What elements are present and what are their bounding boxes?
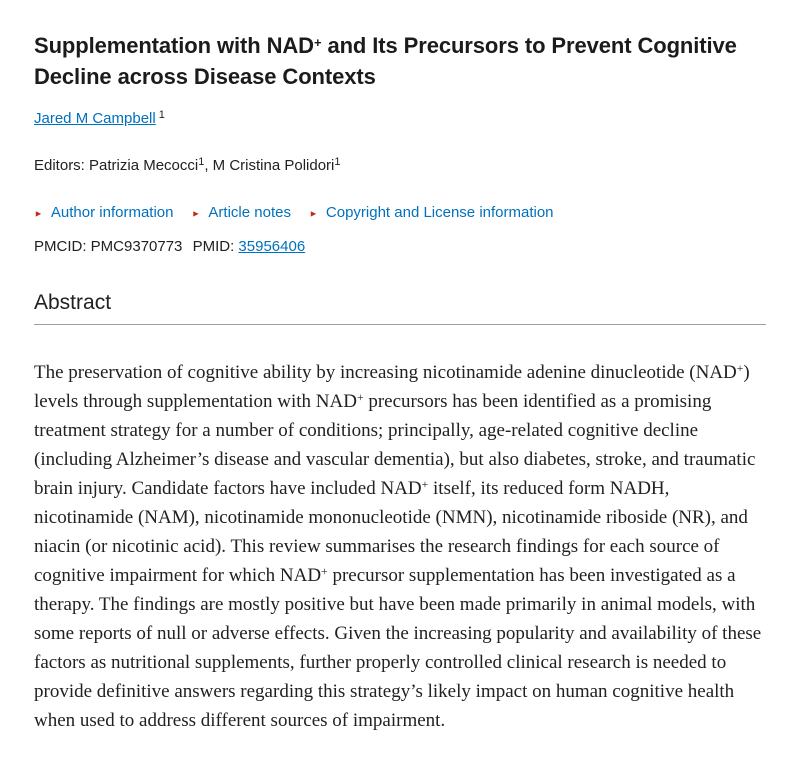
pmcid-value: PMC9370773 xyxy=(90,238,183,255)
authors-row xyxy=(34,109,766,129)
editors-line: Editors: Patrizia Mecocci$^1$, M Cristina Polidori$^1$ xyxy=(34,155,341,174)
author-information-label: Author information xyxy=(50,204,174,221)
author-affiliation-superscript: 1 xyxy=(158,108,165,121)
copyright-license-information-link[interactable] xyxy=(309,203,554,223)
copyright-license-information-label: Copyright and License information xyxy=(325,204,554,221)
author-link[interactable]: Jared M Campbell xyxy=(34,110,156,127)
triangle-right-icon: ► xyxy=(308,208,318,218)
article-title: Supplementation with NAD+ and Its Precursors to Prevent Cognitive Decline across Disease Contexts xyxy=(34,33,737,89)
article-notes-label: Article notes xyxy=(208,204,291,221)
article-notes-link[interactable] xyxy=(192,203,291,223)
abstract-text: The preservation of cognitive ability by increasing nicotinamide adenine dinucleotide (NAD+) levels through supplementation with NAD+ precursors has been identified as a promising treatment strategy for a number of conditions; principally, age-related cognitive decline (including Alzheimer’s disease and vascular dementia), but also diabetes, stroke, and traumatic brain injury. Candidate factors have included NAD+ itself, its reduced form NADH, nicotinamide (NAM), nicotinamide mononucleotide (NMN), nicotinamide riboside (NR), and niacin (or nicotinic acid). This review summarises the research findings for each source of cognitive impairment for which NAD+ precursor supplementation has been investigated as a therapy. The findings are mostly positive but have been made primarily in animal models, with some reports of null or adverse effects. Given the increasing popularity and availability of these factors as nutritional supplements, further properly controlled clinical research is needed to provide definitive answers regarding this strategy’s likely impact on human cognitive health when used to address different sources of impairment. xyxy=(34,362,762,731)
pmcid-label: PMCID: xyxy=(34,238,87,255)
triangle-right-icon: ► xyxy=(34,208,43,218)
disclosure-links-row xyxy=(34,203,766,223)
abstract-heading: Abstract xyxy=(34,291,766,325)
triangle-right-icon: ► xyxy=(191,208,201,218)
pmid-label: PMID: xyxy=(192,238,235,255)
article-ids-row xyxy=(34,237,766,257)
pmid-link[interactable]: 35956406 xyxy=(238,238,306,255)
author-information-link[interactable] xyxy=(34,203,174,223)
